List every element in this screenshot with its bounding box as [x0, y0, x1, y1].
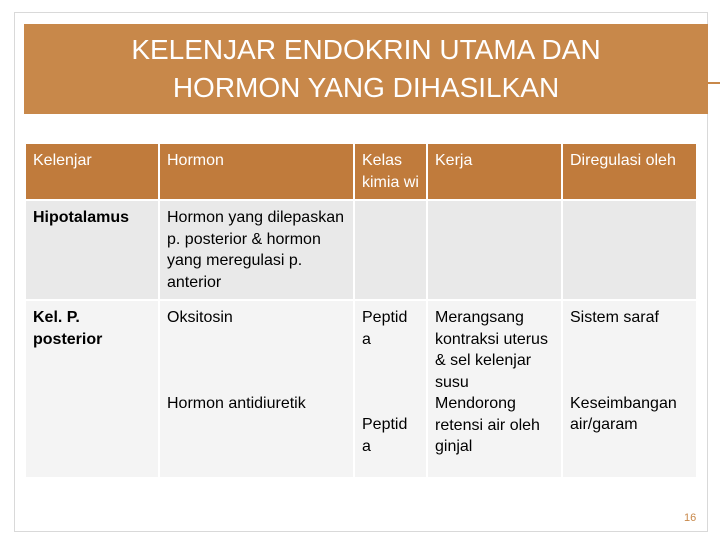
cell-kelas-kimia — [354, 200, 427, 300]
hormone-table — [24, 142, 698, 479]
table-row — [25, 300, 697, 478]
title-bar — [24, 24, 708, 114]
header-kelenjar: Kelenjar — [25, 143, 159, 200]
spacer — [570, 329, 689, 393]
kerja-1: Merangsang kontraksi uterus & sel kelenjar susu — [435, 309, 548, 391]
cell-kelenjar: Hipotalamus — [25, 200, 159, 300]
header-kelas-kimia: Kelas kimia wi — [354, 143, 427, 200]
title-line-1: KELENJAR ENDOKRIN UTAMA DAN — [131, 34, 601, 65]
cell-hormon: Hormon yang dilepaskan p. posterior & hormon yang meregulasi p. anterior — [159, 200, 354, 300]
kerja-2: Mendorong retensi air oleh ginjal — [435, 395, 540, 455]
header-hormon: Hormon — [159, 143, 354, 200]
hormon-antidiuretik: Hormon antidiuretik — [167, 394, 306, 412]
cell-kerja — [427, 200, 562, 300]
title-line-2: HORMON YANG DIHASILKAN — [172, 72, 560, 103]
slide-title — [131, 31, 600, 107]
table-header-row — [25, 143, 697, 200]
spacer — [167, 329, 346, 393]
cell-kelenjar: Kel. P. posterior — [25, 300, 159, 478]
header-diregulasi: Diregulasi oleh — [562, 143, 697, 200]
decorative-line — [706, 82, 720, 84]
spacer — [362, 350, 419, 414]
header-kerja: Kerja — [427, 143, 562, 200]
cell-hormon — [159, 300, 354, 478]
kelas-kimia-1: Peptid a — [362, 309, 408, 348]
page-number: 16 — [684, 512, 697, 524]
hormon-oksitosin: Oksitosin — [167, 309, 233, 326]
cell-diregulasi — [562, 300, 697, 478]
cell-kerja — [427, 300, 562, 478]
regulasi-2: Keseimbangan air/garam — [570, 394, 677, 433]
regulasi-1: Sistem saraf — [570, 309, 659, 326]
cell-diregulasi — [562, 200, 697, 300]
cell-kelas-kimia — [354, 300, 427, 478]
table-row — [25, 200, 697, 300]
kelas-kimia-2: Peptid a — [362, 416, 408, 455]
